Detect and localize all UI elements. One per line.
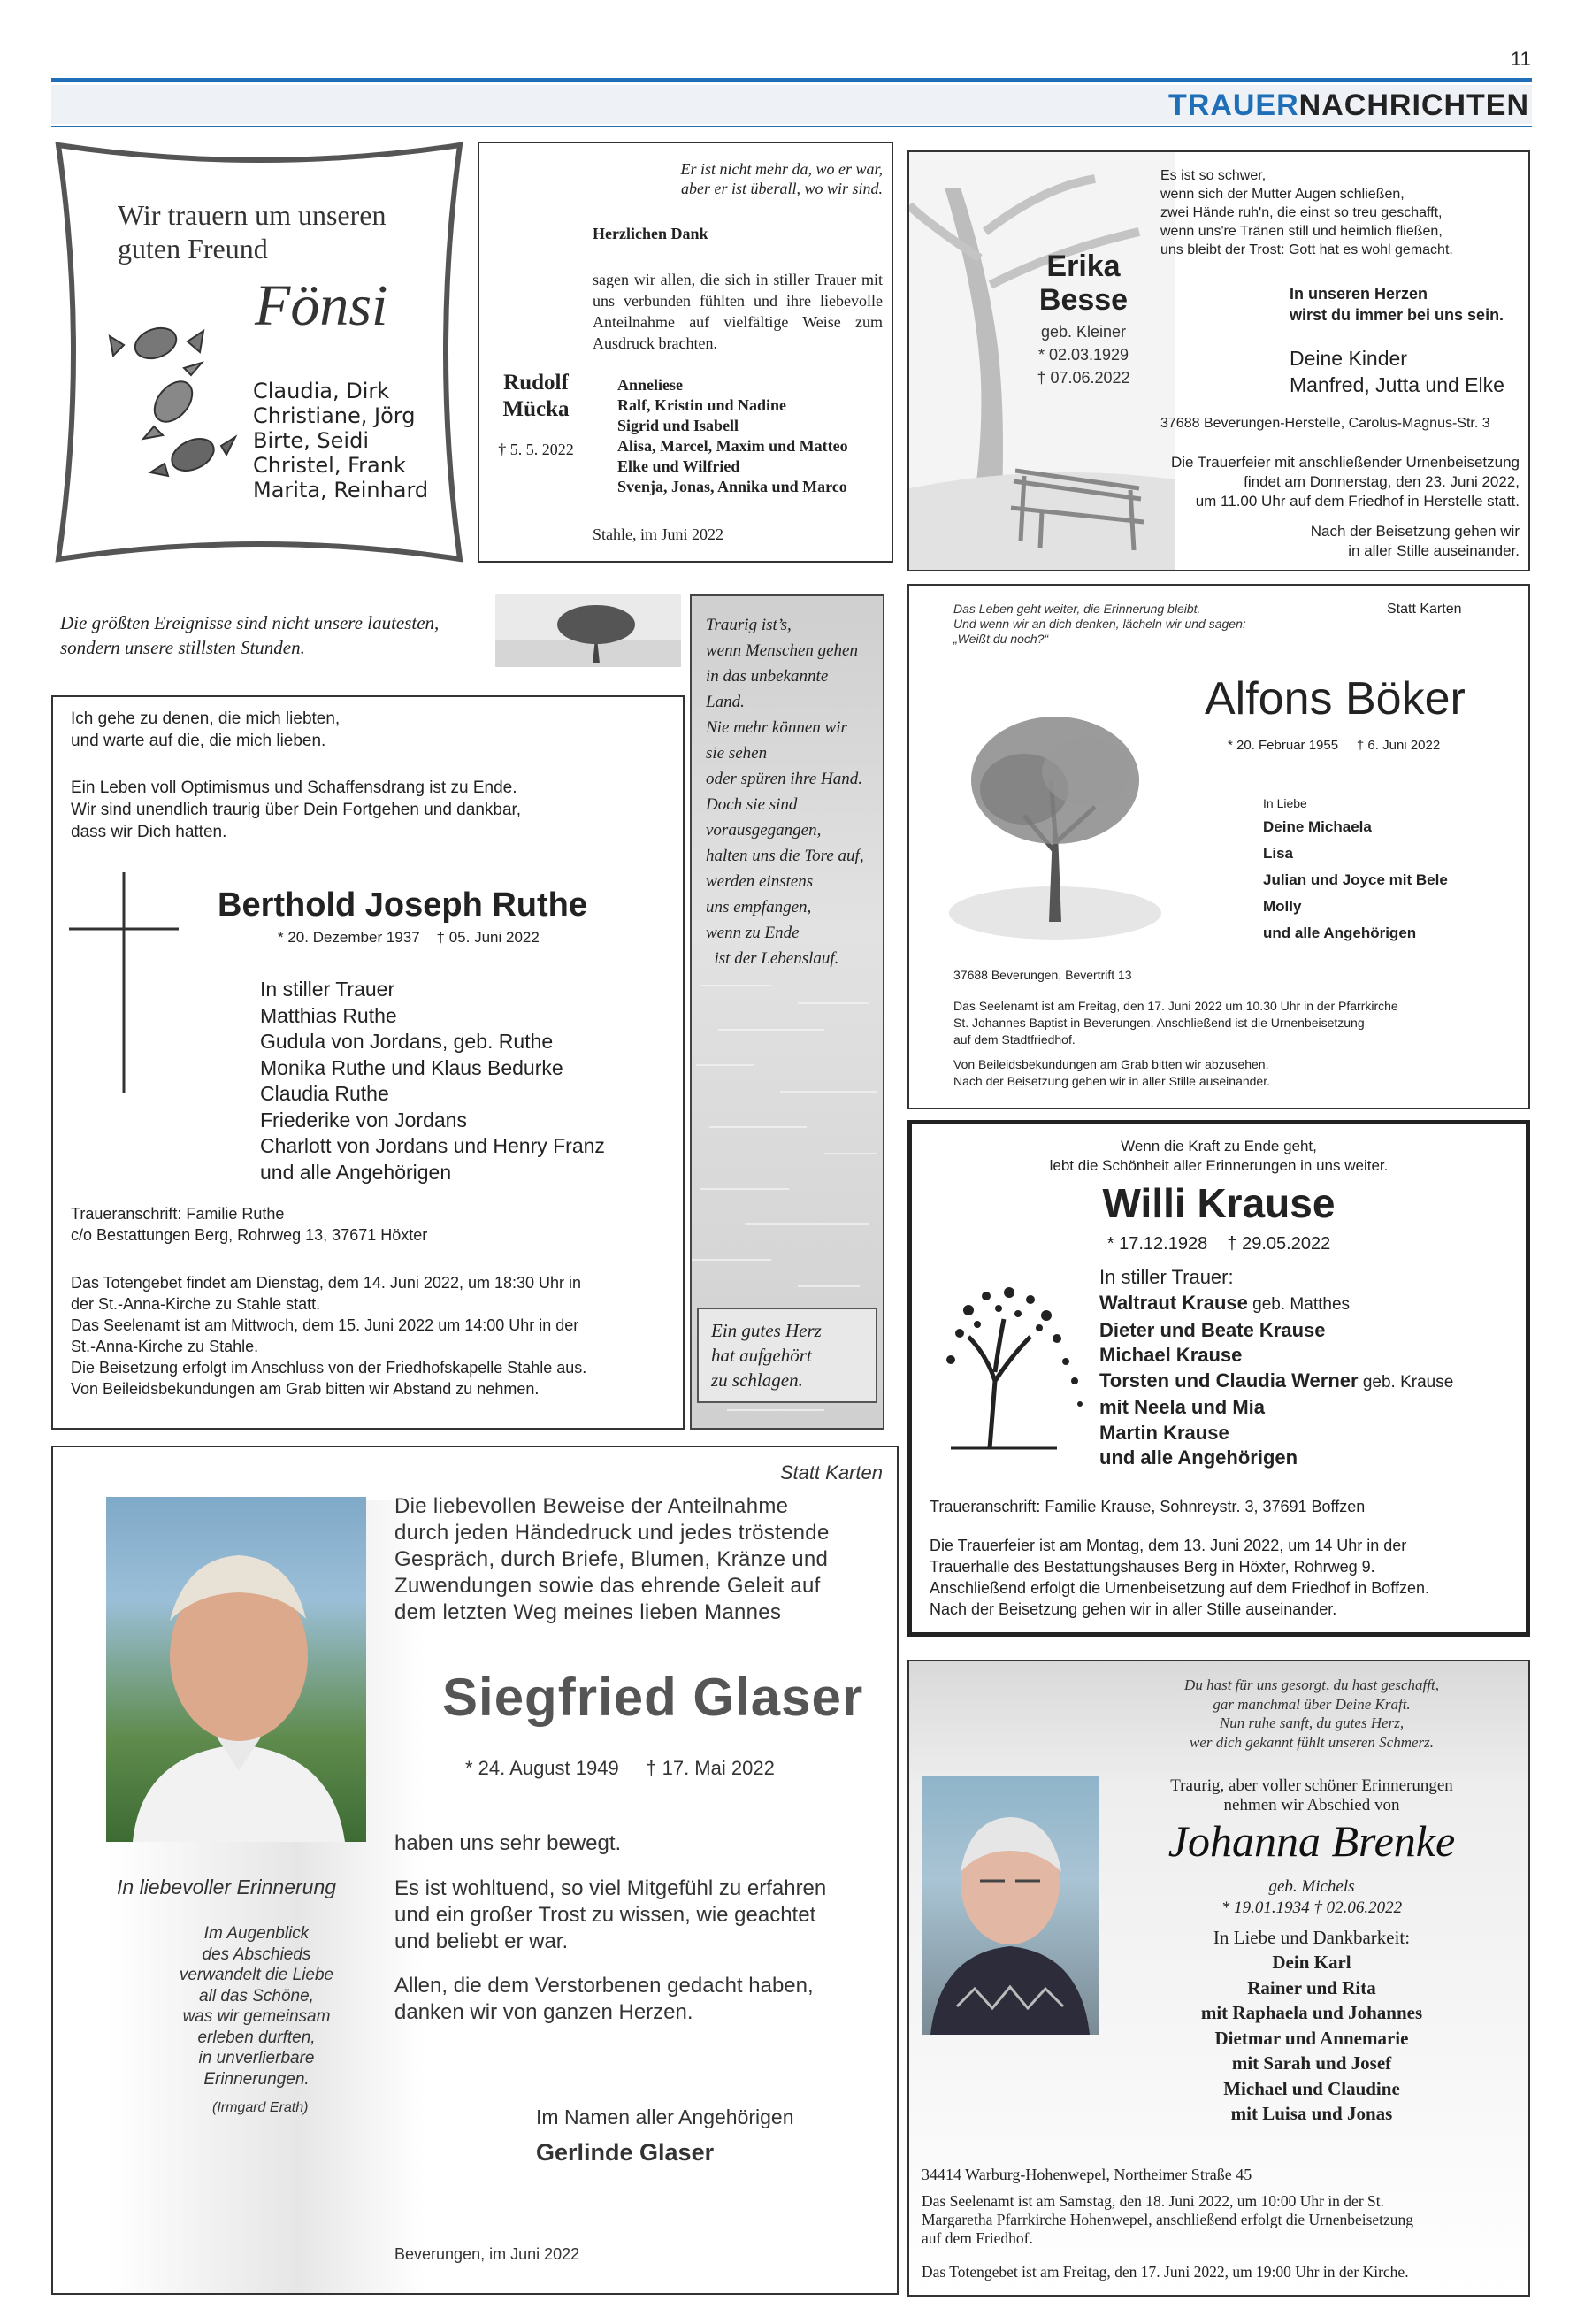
fonsi-name: Fönsi	[255, 273, 388, 338]
header-rule	[51, 78, 1532, 82]
cross-icon	[69, 872, 179, 1093]
ruthe-family-line: Monika Ruthe und Klaus Bedurke	[260, 1055, 563, 1079]
boeker-name: Alfons Böker	[1205, 673, 1466, 725]
poem-line: wenn Menschen gehen	[706, 641, 858, 660]
brenke-intro-line: Traurig, aber voller schöner Erinnerungen	[1170, 1776, 1453, 1795]
glaser-p2-line: und ein großer Trost zu wissen, wie geachtet	[394, 1903, 816, 1927]
ruthe-intro-line: und warte auf die, die mich lieben.	[71, 732, 326, 750]
krause-quote-line: Wenn die Kraft zu Ende geht,	[1121, 1138, 1317, 1154]
krause-family-line: Martin Krause	[1099, 1421, 1229, 1444]
besse-ceremony-line: um 11.00 Uhr auf dem Friedhof in Herstelle statt.	[1195, 493, 1520, 510]
besse-poem-line: wenn uns're Tränen still und heimlich fließen,	[1160, 224, 1443, 239]
muecka-family-line: Alisa, Marcel, Maxim und Matteo	[617, 437, 848, 455]
besse-hearts-line: In unseren Herzen	[1290, 285, 1428, 303]
ruthe-info-line: Von Beileidsbekundungen am Grab bitten wir Abstand zu nehmen.	[71, 1380, 540, 1398]
boeker-family-line: Julian und Joyce mit Bele	[1263, 871, 1448, 888]
ruthe-address-line: c/o Bestattungen Berg, Rohrweg 13, 37671 Höxter	[71, 1226, 428, 1244]
ruthe-family-line: Friederike von Jordans	[260, 1108, 467, 1131]
glaser-p3-line: Allen, die dem Verstorbenen gedacht haben,	[394, 1974, 814, 1998]
besse-closing-line: Nach der Beisetzung gehen wir	[1310, 523, 1520, 540]
poem-strip	[690, 594, 884, 1430]
brenke-name: Johanna Brenke	[1167, 1816, 1456, 1866]
glaser-poem-line: Im Augenblick	[203, 1924, 310, 1943]
fonsi-names	[253, 379, 428, 502]
besse-hearts	[1290, 283, 1504, 326]
muecka-family-line: Anneliese	[617, 376, 683, 394]
fonsi-name-line: Claudia, Dirk	[253, 379, 390, 403]
brenke-intro-line: nehmen wir Abschied von	[1223, 1796, 1400, 1814]
besse-poem	[1160, 166, 1453, 259]
fonsi-ad	[51, 140, 467, 564]
besse-closing	[1311, 522, 1520, 561]
ruthe-family-line: Gudula von Jordans, geb. Ruthe	[260, 1030, 554, 1053]
besse-family	[1290, 345, 1504, 398]
besse-name-line: Besse	[1038, 283, 1129, 317]
glaser-sign1: Im Namen aller Angehörigen	[536, 2105, 794, 2128]
glaser-poem-line: Erinnerungen.	[203, 2069, 310, 2089]
boeker-ad	[907, 584, 1530, 1109]
glaser-sign2: Gerlinde Glaser	[536, 2139, 715, 2166]
section-title-a: TRAUER	[1168, 88, 1299, 122]
krause-address: Traueranschrift: Familie Krause, Sohnreystr. 3, 37691 Boffzen	[930, 1498, 1366, 1515]
fonsi-name-line: Christel, Frank	[253, 453, 406, 478]
boeker-family-line: Molly	[1263, 898, 1302, 915]
muecka-family-line: Elke und Wilfried	[617, 457, 740, 475]
krause-info-line: Anschließend erfolgt die Urnenbeisetzung auf dem Friedhof in Boffzen.	[930, 1579, 1430, 1597]
ruthe-top-quote-line: Die größten Ereignisse sind nicht unsere lautesten,	[60, 612, 440, 633]
brenke-info2: Das Totengebet ist am Freitag, den 17. Juni 2022, um 19:00 Uhr in der Kirche.	[922, 2263, 1409, 2281]
poem-bottom-line: hat aufgehört	[711, 1345, 812, 1366]
brenke-love: In Liebe und Dankbarkeit:	[1213, 1927, 1411, 1948]
glaser-author: (Irmgard Erath)	[212, 2100, 309, 2115]
krause-family-name: Torsten und Claudia Werner	[1099, 1369, 1359, 1392]
glaser-memory: In liebevoller Erinnerung	[117, 1875, 337, 1898]
besse-poem-line: Es ist so schwer,	[1160, 168, 1267, 183]
ruthe-info-line: Die Beisetzung erfolgt im Anschluss von der Friedhofskapelle Stahle aus.	[71, 1359, 587, 1377]
fonsi-name-line: Birte, Seidi	[253, 428, 370, 453]
krause-name: Willi Krause	[1102, 1180, 1336, 1226]
ruthe-info	[71, 1272, 586, 1400]
glaser-intro	[394, 1493, 830, 1626]
krause-family-line: Dieter und Beate Krause	[1099, 1318, 1326, 1341]
muecka-thanks-title: Herzlichen Dank	[593, 225, 708, 242]
ruthe-family-line: und alle Angehörigen	[260, 1160, 452, 1184]
krause-dates: * 17.12.1928 † 29.05.2022	[1106, 1234, 1331, 1254]
section-title-b: NACHRICHTEN	[1298, 88, 1529, 122]
brenke-portrait	[922, 1776, 1099, 2035]
muecka-place: Stahle, im Juni 2022	[593, 525, 723, 543]
windblown-tree-icon	[933, 1275, 1092, 1452]
poem-line: Nie mehr können wir	[706, 718, 847, 737]
poem-line: ist der Lebenslauf.	[706, 949, 839, 968]
ruthe-address	[71, 1203, 427, 1246]
poem-line: Traurig ist’s,	[706, 616, 792, 634]
brenke-dates: * 19.01.1934 † 02.06.2022	[1221, 1898, 1403, 1917]
brenke-ad	[907, 1660, 1530, 2297]
besse-born: geb. Kleiner	[1040, 323, 1127, 341]
boeker-quote-line: Das Leben geht weiter, die Erinnerung bleibt.	[953, 602, 1201, 616]
poem-strip-bottom	[697, 1308, 877, 1403]
poem-line: uns empfangen,	[706, 898, 812, 917]
glaser-moved: haben uns sehr bewegt.	[394, 1831, 622, 1855]
ruthe-info-line: Das Seelenamt ist am Mittwoch, dem 15. Juni 2022 um 14:00 Uhr in der	[71, 1316, 579, 1334]
brenke-poem-line: gar manchmal über Deine Kraft.	[1213, 1695, 1411, 1713]
fonsi-heading	[118, 198, 386, 265]
krause-quote	[912, 1137, 1526, 1176]
glaser-poem-line: des Abschieds	[202, 1944, 311, 1964]
glaser-intro-line: Zuwendungen sowie das ehrende Geleit auf	[394, 1574, 821, 1598]
brenke-poem-line: Nun ruhe sanft, du gutes Herz,	[1219, 1714, 1405, 1731]
boeker-address: 37688 Beverungen, Bevertrift 13	[953, 968, 1132, 982]
ruthe-para-line: Wir sind unendlich traurig über Dein Fortgehen und dankbar,	[71, 801, 522, 819]
muecka-family-line: Sigrid und Isabell	[617, 417, 739, 434]
glaser-intro-line: durch jeden Händedruck und jedes tröstende	[394, 1521, 830, 1545]
brenke-family-line: Michael und Claudine	[1223, 2077, 1400, 2099]
glaser-p3	[394, 1973, 814, 2026]
boeker-dates: * 20. Februar 1955 † 6. Juni 2022	[1228, 738, 1441, 753]
krause-trauer: In stiller Trauer:	[1099, 1266, 1234, 1288]
krause-family-line: und alle Angehörigen	[1099, 1446, 1298, 1469]
brenke-family-line: Rainer und Rita	[1247, 1976, 1376, 1998]
muecka-family-line: Ralf, Kristin und Nadine	[617, 396, 787, 414]
muecka-name-line: Rudolf	[503, 371, 569, 395]
brenke-poem-line: wer dich gekannt fühlt unseren Schmerz.	[1189, 1733, 1435, 1751]
besse-poem-line: uns bleibt der Trost: Gott hat es wohl gemacht.	[1160, 242, 1453, 257]
section-title	[1168, 88, 1529, 123]
glaser-statt: Statt Karten	[779, 1461, 883, 1484]
ruthe-family-line: Charlott von Jordans und Henry Franz	[260, 1134, 605, 1157]
boeker-info	[953, 998, 1398, 1048]
ruthe-family-line: In stiller Trauer	[260, 978, 395, 1001]
muecka-quote	[680, 159, 883, 198]
boeker-info-line: auf dem Stadtfriedhof.	[953, 1032, 1076, 1047]
glaser-poem-line: all das Schöne,	[199, 1986, 314, 2006]
besse-ceremony-line: Die Trauerfeier mit anschließender Urnenbeisetzung	[1170, 454, 1520, 471]
glaser-name: Siegfried Glaser	[442, 1668, 864, 1727]
muecka-name-line: Mücka	[502, 397, 570, 421]
ruthe-address-line: Traueranschrift: Familie Ruthe	[71, 1205, 285, 1223]
muecka-quote-line: Er ist nicht mehr da, wo er war,	[680, 160, 883, 178]
krause-family-suffix: geb. Krause	[1358, 1372, 1454, 1392]
brenke-family-line: mit Sarah und Josef	[1231, 2052, 1392, 2074]
poem-line: Doch sie sind	[706, 795, 798, 814]
glaser-portrait	[106, 1497, 366, 1842]
boeker-love: In Liebe	[1263, 796, 1307, 810]
glaser-place: Beverungen, im Juni 2022	[394, 2245, 580, 2263]
candy-icon	[104, 317, 246, 494]
ruthe-para-line: Ein Leben voll Optimismus und Schaffensdrang ist zu Ende.	[71, 779, 517, 797]
krause-family-line: Michael Krause	[1099, 1344, 1243, 1366]
ruthe-info-line: St.-Anna-Kirche zu Stahle.	[71, 1338, 259, 1355]
glaser-poem-line: was wir gemeinsam	[182, 2007, 331, 2026]
glaser-poem	[168, 1923, 345, 2090]
brenke-born: geb. Michels	[1268, 1877, 1355, 1896]
brenke-family-line: mit Raphaela und Johannes	[1200, 2002, 1423, 2023]
krause-family-line: mit Neela und Mia	[1099, 1396, 1266, 1418]
boeker-family-line: Deine Michaela	[1263, 818, 1372, 835]
ruthe-para	[71, 777, 521, 843]
boeker-quote-line: „Weißt du noch?“	[953, 632, 1049, 646]
brenke-family	[1104, 1950, 1520, 2127]
besse-death: † 07.06.2022	[1037, 369, 1130, 387]
ruthe-intro	[71, 708, 340, 752]
poem-line: halten uns die Tore auf,	[706, 847, 864, 865]
besse-family-line: Deine Kinder	[1290, 347, 1407, 370]
ruthe-dates: * 20. Dezember 1937 † 05. Juni 2022	[278, 929, 540, 946]
brenke-family-line: Dietmar und Annemarie	[1214, 2027, 1409, 2049]
boeker-statt: Statt Karten	[1387, 602, 1462, 617]
poem-line: wenn zu Ende	[706, 924, 800, 942]
person-silhouette-icon	[922, 1776, 1099, 2035]
tree-icon	[495, 594, 681, 667]
fonsi-name-line: Christiane, Jörg	[253, 403, 416, 428]
glaser-p3-line: danken wir von ganzen Herzen.	[394, 2000, 693, 2024]
krause-info-line: Die Trauerfeier ist am Montag, dem 13. Juni 2022, um 14 Uhr in der	[930, 1537, 1407, 1554]
boeker-info-line: Das Seelenamt ist am Freitag, den 17. Juni 2022 um 10.30 Uhr in der Pfarrkirche	[953, 999, 1398, 1013]
ruthe-info-line: der St.-Anna-Kirche zu Stahle statt.	[71, 1295, 321, 1313]
glaser-p2-line: und beliebt er war.	[394, 1929, 569, 1953]
krause-info-line: Trauerhalle des Bestattungshauses Berg in Höxter, Rohrweg 9.	[930, 1558, 1375, 1576]
krause-family	[1099, 1291, 1453, 1471]
muecka-ad	[478, 142, 893, 563]
brenke-address: 34414 Warburg-Hohenwepel, Northeimer Straße 45	[922, 2166, 1252, 2183]
boeker-quote	[953, 602, 1246, 647]
brenke-info-line: Das Seelenamt ist am Samstag, den 18. Juni 2022, um 10:00 Uhr in der St.	[922, 2192, 1385, 2210]
boeker-info2	[953, 1056, 1270, 1090]
besse-hearts-line: wirst du immer bei uns sein.	[1290, 306, 1504, 324]
krause-info-line: Nach der Beisetzung gehen wir in aller Stille auseinander.	[930, 1600, 1337, 1618]
glaser-poem-line: erleben durften,	[197, 2028, 316, 2047]
besse-dates	[1008, 320, 1159, 389]
muecka-date: † 5. 5. 2022	[498, 441, 574, 458]
ruthe-ad	[51, 695, 685, 1430]
glaser-dates: * 24. August 1949 † 17. Mai 2022	[465, 1757, 775, 1779]
brenke-intro	[1104, 1776, 1520, 1815]
ruthe-name: Berthold Joseph Ruthe	[218, 886, 588, 924]
boeker-family-line: Lisa	[1263, 845, 1294, 862]
muecka-thanks-text: sagen wir allen, die sich in stiller Trauer mit uns verbunden fühlten und ihre liebevolle Anteilnahme auf vielfältige Weise zum Ausdruck brachten.	[593, 271, 883, 352]
muecka-family-line: Svenja, Jonas, Annika und Marco	[617, 478, 847, 495]
poem-line: in das unbekannte	[706, 667, 829, 686]
glaser-p2	[394, 1875, 826, 1955]
ruthe-family-line: Claudia Ruthe	[260, 1082, 389, 1105]
brenke-info	[922, 2192, 1413, 2248]
besse-name-line: Erika	[1046, 249, 1121, 283]
poem-line: oder spüren ihre Hand.	[706, 770, 862, 788]
glaser-ad	[51, 1446, 899, 2295]
brenke-family-line: Dein Karl	[1272, 1952, 1351, 1973]
poem-line: sie sehen	[706, 744, 768, 763]
krause-family-line	[1099, 1369, 1453, 1396]
ruthe-top-quote	[60, 610, 439, 660]
tree-illustration	[945, 701, 1166, 940]
brenke-info-line: Margaretha Pfarrkirche Hohenwepel, anschließend erfolgt die Urnenbeisetzung	[922, 2211, 1414, 2228]
ruthe-family	[260, 977, 605, 1185]
glaser-intro-line: dem letzten Weg meines lieben Mannes	[394, 1600, 782, 1624]
muecka-name	[485, 370, 587, 423]
krause-quote-line: lebt die Schönheit aller Erinnerungen in uns weiter.	[1049, 1157, 1389, 1174]
brenke-poem	[1104, 1676, 1520, 1752]
person-silhouette-icon	[106, 1497, 366, 1842]
glaser-intro-line: Gespräch, durch Briefe, Blumen, Kränze und	[394, 1547, 829, 1571]
besse-address: 37688 Beverungen-Herstelle, Carolus-Magnus-Str. 3	[1160, 416, 1490, 431]
boeker-info2-line: Nach der Beisetzung gehen wir in aller Stille auseinander.	[953, 1074, 1270, 1088]
ruthe-para-line: dass wir Dich hatten.	[71, 823, 227, 841]
besse-ad	[907, 150, 1530, 571]
besse-poem-line: wenn sich der Mutter Augen schließen,	[1160, 187, 1405, 202]
poem-line: vorausgegangen,	[706, 821, 822, 840]
fonsi-heading-line: Wir trauern um unseren	[118, 199, 387, 231]
besse-ceremony	[1171, 453, 1520, 511]
boeker-family-line: und alle Angehörigen	[1263, 924, 1417, 941]
brenke-poem-line: Du hast für uns gesorgt, du hast geschafft,	[1184, 1676, 1439, 1693]
boeker-quote-line: Und wenn wir an dich denken, lächeln wir und sagen:	[953, 617, 1246, 631]
krause-family-name: Waltraut Krause	[1099, 1292, 1248, 1314]
muecka-family	[617, 375, 848, 497]
header-underline	[51, 126, 1532, 127]
besse-closing-line: in aller Stille auseinander.	[1348, 542, 1520, 559]
krause-info	[930, 1535, 1429, 1620]
glaser-poem-line: in unverlierbare	[198, 2049, 315, 2067]
poem-line: Land.	[706, 693, 745, 711]
boeker-info2-line: Von Beileidsbekundungen am Grab bitten wir abzusehen.	[953, 1057, 1269, 1071]
brenke-info-line: auf dem Friedhof.	[922, 2229, 1033, 2247]
ruthe-family-line: Matthias Ruthe	[260, 1003, 397, 1027]
krause-family-suffix: geb. Matthes	[1247, 1295, 1351, 1314]
besse-ceremony-line: findet am Donnerstag, den 23. Juni 2022,	[1244, 473, 1520, 490]
glaser-intro-line: Die liebevollen Beweise der Anteilnahme	[394, 1494, 789, 1518]
glaser-p2-line: Es ist wohltuend, so viel Mitgefühl zu erfahren	[394, 1876, 827, 1900]
muecka-quote-line: aber er ist überall, wo wir sind.	[680, 180, 883, 197]
besse-name	[1008, 249, 1159, 317]
poem-bottom-line: zu schlagen.	[711, 1369, 803, 1391]
boeker-info-line: St. Johannes Baptist in Beverungen. Anschließend ist die Urnenbeisetzung	[953, 1016, 1365, 1030]
ruthe-intro-line: Ich gehe zu denen, die mich liebten,	[71, 709, 341, 728]
ruthe-info-line: Das Totengebet findet am Dienstag, dem 14. Juni 2022, um 18:30 Uhr in	[71, 1274, 582, 1292]
poem-strip-text	[706, 612, 864, 971]
fonsi-heading-line: guten Freund	[118, 233, 268, 265]
glaser-poem-line: verwandelt die Liebe	[179, 1966, 334, 1984]
boeker-family	[1263, 814, 1448, 947]
krause-ad	[907, 1120, 1530, 1637]
besse-poem-line: zwei Hände ruh'n, die einst so treu geschafft,	[1160, 205, 1443, 220]
brenke-family-line: mit Luisa und Jonas	[1230, 2103, 1393, 2124]
poem-line: werden einstens	[706, 872, 814, 891]
page-number: 11	[1511, 48, 1531, 70]
poem-bottom-line: Ein gutes Herz	[711, 1320, 822, 1341]
ruthe-top-quote-line: sondern unsere stillsten Stunden.	[60, 637, 305, 658]
fonsi-name-line: Marita, Reinhard	[253, 478, 429, 502]
besse-family-line: Manfred, Jutta und Elke	[1290, 373, 1504, 396]
besse-birth: * 02.03.1929	[1037, 346, 1129, 364]
krause-family-line	[1099, 1291, 1453, 1318]
